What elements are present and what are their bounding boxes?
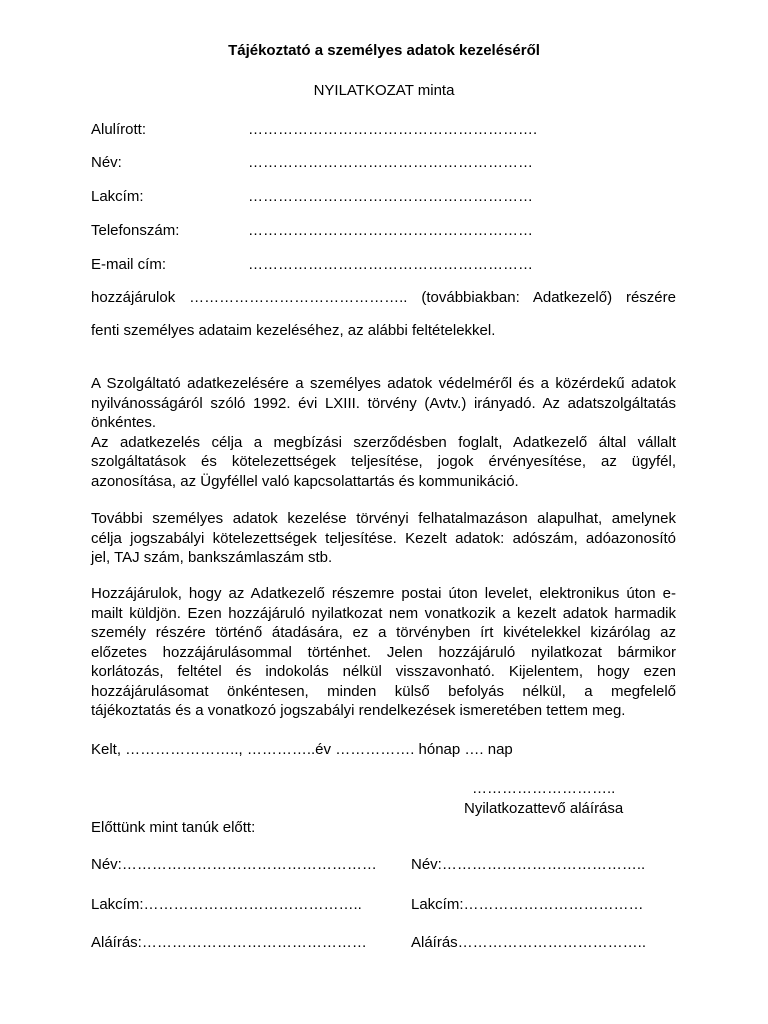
signature-dots: ……………………….. bbox=[472, 780, 616, 797]
paragraph-line: tájékoztatás és a vonatkozó jogszabályi rendelkezések ismeretében tettem meg. bbox=[91, 702, 626, 719]
paragraph-line: nyilvánosságáról szóló 1992. évi LXIII. törvény (Avtv.) irányadó. Az adatszolgáltatás bbox=[91, 394, 676, 412]
witness-intro: Előttünk mint tanúk előtt: bbox=[91, 819, 256, 836]
paragraph-line: célja jogszabályi kötelezettségek teljesítése. Kezelt adatok: adószám, adóazonosító bbox=[91, 529, 676, 547]
field-row-email bbox=[91, 256, 691, 276]
field-label: Lakcím: bbox=[91, 188, 144, 205]
witness-left-address: Lakcím:…………………………………….. bbox=[91, 896, 362, 913]
paragraph-line: A Szolgáltató adatkezelésére a személyes adatok védelméről és a közérdekű adatok bbox=[91, 375, 676, 392]
field-label: Telefonszám: bbox=[91, 222, 180, 239]
field-dots: ………………………………………………… bbox=[248, 154, 533, 171]
witness-right-name: Név:………………………………….. bbox=[411, 856, 646, 873]
witness-right-signature: Aláírás……………………………….. bbox=[411, 934, 647, 951]
field-label: Név: bbox=[91, 154, 122, 171]
date-line: Kelt, ………………….., …………..év ……………. hónap …. nap bbox=[91, 741, 513, 758]
field-row-nev bbox=[91, 154, 691, 174]
witness-left-name: Név:…………………………………………… bbox=[91, 856, 377, 873]
consent-line-2: fenti személyes adataim kezeléséhez, az alábbi feltételekkel. bbox=[91, 322, 496, 339]
field-dots: ………………………………………………… bbox=[248, 222, 533, 239]
document-subtitle: NYILATKOZAT minta bbox=[313, 82, 455, 99]
paragraph-line: előzetes hozzájárulásommal történhet. Jelen hozzájáruló nyilatkozat bármikor bbox=[91, 643, 676, 661]
paragraph-line: Hozzájárulok, hogy az Adatkezelő részemre postai úton levelet, elektronikus úton e- bbox=[91, 585, 676, 602]
field-dots: ………………………………………………… bbox=[248, 188, 533, 205]
field-row-alulirott bbox=[91, 121, 691, 141]
paragraph-line: személy részére történő átadására, ez a törvényben írt kivételekkel kizárólag az bbox=[91, 624, 676, 641]
paragraph-line: mailt küldjön. Ezen hozzájáruló nyilatkozat nem vonatkozik a kezelt adatok harmadik bbox=[91, 604, 676, 622]
paragraph-line: Az adatkezelés célja a megbízási szerződésben foglalt, Adatkezelő által vállalt bbox=[91, 433, 676, 451]
paragraph-line: hozzájárulásomat önkéntesen, minden külső befolyás nélkül, a megfelelő bbox=[91, 682, 676, 700]
paragraph-line: azonosítása, az Ügyféllel való kapcsolattartás és kommunikáció. bbox=[91, 472, 519, 490]
paragraph-line: További személyes adatok kezelése törvényi felhatalmazáson alapulhat, amelynek bbox=[91, 510, 676, 527]
paragraph-line: szolgáltatások és kötelezettségek teljesítése, jogok érvényesítése, az ügyfél, bbox=[91, 453, 676, 470]
field-label: Alulírott: bbox=[91, 121, 147, 138]
paragraph-line: korlátozás, feltétel és indokolás nélkül visszavonható. Kijelentem, hogy ezen bbox=[91, 663, 676, 680]
paragraph-line: jel, TAJ szám, bankszámlaszám stb. bbox=[91, 549, 333, 566]
paragraph-legal-basis bbox=[91, 374, 676, 491]
document-title: Tájékoztató a személyes adatok kezeléséről bbox=[228, 42, 540, 59]
witness-left-signature: Aláírás:……………………………………… bbox=[91, 934, 367, 951]
signature-label: Nyilatkozattevő aláírása bbox=[464, 800, 624, 817]
witness-right-address: Lakcím:……………………………… bbox=[411, 896, 644, 913]
field-label: E-mail cím: bbox=[91, 256, 166, 273]
field-dots: …………………………………………………. bbox=[248, 121, 538, 138]
field-dots: ………………………………………………… bbox=[248, 256, 533, 273]
paragraph-further-data bbox=[91, 509, 676, 568]
paragraph-consent bbox=[91, 584, 676, 721]
paragraph-line: önkéntes. bbox=[91, 414, 157, 431]
field-row-telefonszam bbox=[91, 222, 691, 242]
consent-line: hozzájárulok …………………………………….. (továbbiakban: Adatkezelő) részére bbox=[91, 289, 676, 306]
field-row-lakcim bbox=[91, 188, 691, 208]
